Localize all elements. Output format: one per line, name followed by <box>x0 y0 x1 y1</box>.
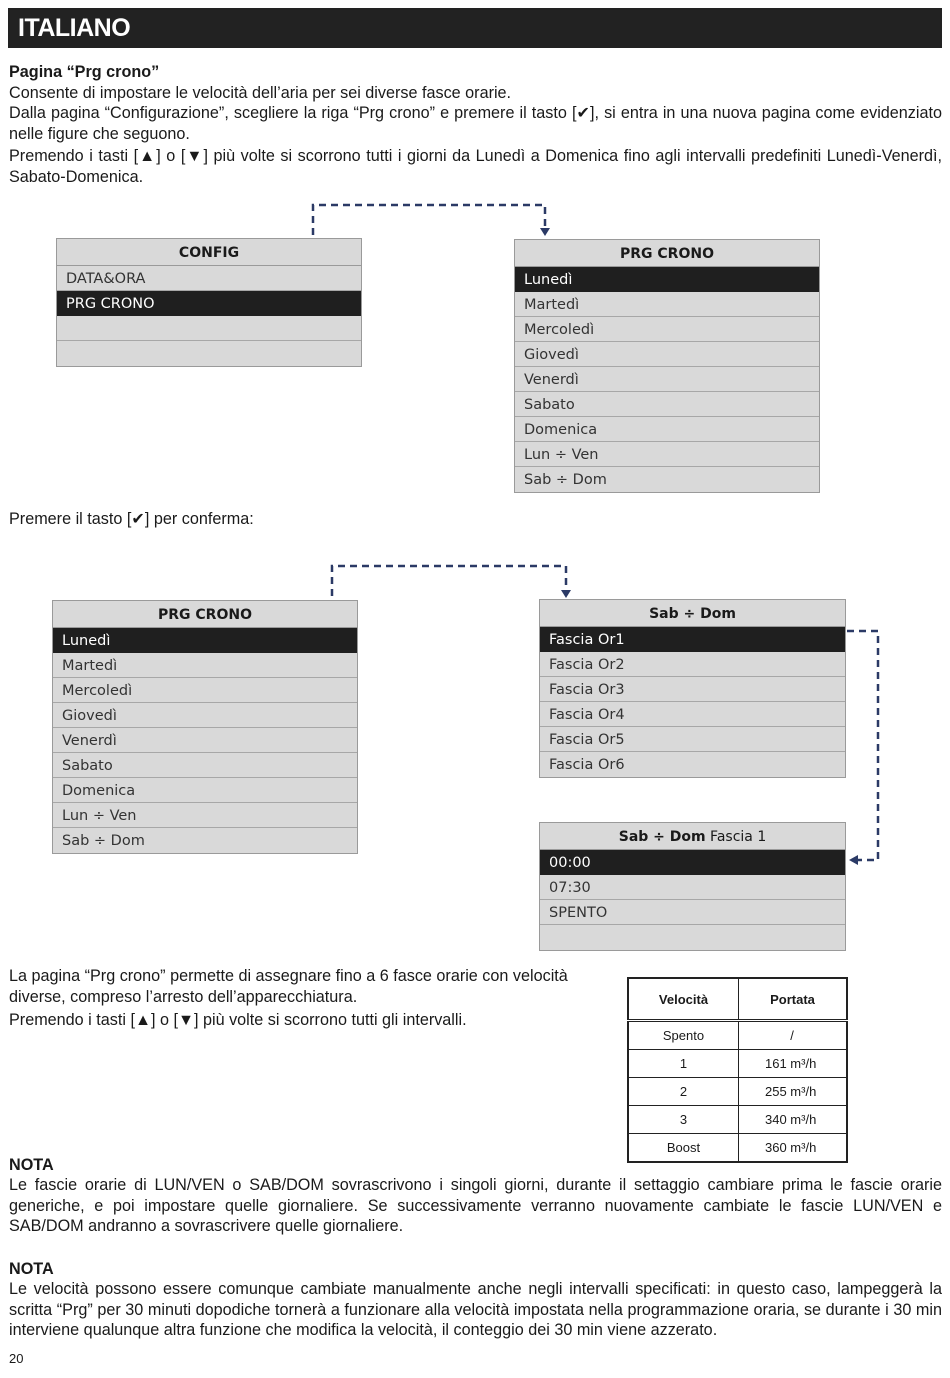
fascia-item-4[interactable]: Fascia Or4 <box>540 702 845 727</box>
connector-fascia-to-detail <box>847 631 878 860</box>
fascia-item-3[interactable]: Fascia Or3 <box>540 677 845 702</box>
prg-crono-menu-panel <box>514 239 820 493</box>
speed-cell: Boost <box>628 1134 739 1163</box>
fascia-item-6[interactable]: Fascia Or6 <box>549 757 625 773</box>
connector-prg-to-fasce <box>332 566 566 596</box>
day-item-giovedi[interactable]: Giovedì <box>53 703 357 728</box>
nota-1-text: Le fascie orarie di LUN/VEN o SAB/DOM sovrascrivono i singoli giorni, durante il settaggio cambiare prima le fascie orarie generiche, e poi impostare quelle giornaliere. Se successivamente verranno nuovamente cambiate le fascie LUN/VEN e SAB/DOM andranno a sovrascrivere quelle giornaliere. <box>9 1176 942 1235</box>
day-item-lun-ven[interactable]: Lun ÷ Ven <box>53 803 357 828</box>
lower-paragraph-2: Premendo i tasti [▲] o [▼] più volte si scorrono tutti gli intervalli. <box>9 1011 467 1029</box>
fascia-end-time[interactable]: 07:30 <box>540 875 845 900</box>
speed-cell: 3 <box>628 1106 739 1134</box>
day-item-venerdi[interactable]: Venerdì <box>53 728 357 753</box>
table-row <box>628 1078 847 1106</box>
table-row <box>628 1021 847 1050</box>
intro-line: Consente di impostare le velocità dell’aria per sei diverse fasce orarie. <box>9 84 512 102</box>
page-heading: Pagina “Prg crono” <box>9 63 160 81</box>
config-menu-panel <box>56 238 362 367</box>
fascia-item-2[interactable]: Fascia Or2 <box>540 652 845 677</box>
config-item-empty <box>57 341 361 366</box>
confirm-instruction: Premere il tasto [✔] per conferma: <box>9 510 254 528</box>
page-number: 20 <box>9 1351 24 1366</box>
table-row <box>628 1134 847 1163</box>
day-item-lunedi[interactable]: Lunedì <box>53 628 357 653</box>
nota-2-text: Le velocità possono essere comunque cambiate manualmente anche negli intervalli specificati: in questo caso, lampeggerà la scritta “Prg” per 30 minuti dopodiche tornerà a funzionare alla velocità impostata nella programmazione oraria, se durante i 30 min interviene qualunque altra funzione che modifica la velocità, il conteggio dei 30 min viene azzerato. <box>9 1280 942 1339</box>
arrowhead-2 <box>561 590 571 598</box>
day-item-sabato[interactable]: Sabato <box>53 753 357 778</box>
intro-paragraph-2: Dalla pagina “Configurazione”, scegliere la riga “Prg crono” e premere il tasto [✔], si entra in una nuova pagina come evidenziato nelle figure che seguono. <box>9 104 942 143</box>
day-item-mercoledi[interactable]: Mercoledì <box>53 678 357 703</box>
speed-cell: Spento <box>628 1021 739 1050</box>
table-row <box>628 1106 847 1134</box>
fascia-item-5[interactable]: Fascia Or5 <box>540 727 845 752</box>
header-portata: Portata <box>739 978 848 1021</box>
day-item-sabato[interactable]: Sabato <box>515 392 819 417</box>
arrowhead-1 <box>540 228 550 236</box>
fascia-detail-title <box>540 823 845 850</box>
day-item-domenica[interactable]: Domenica <box>53 778 357 803</box>
flow-cell: 161 m³/h <box>739 1050 848 1078</box>
prg-crono-menu-title: PRG CRONO <box>515 240 819 267</box>
flow-cell: 255 m³/h <box>739 1078 848 1106</box>
day-item-domenica[interactable]: Domenica <box>515 417 819 442</box>
flow-cell: 340 m³/h <box>739 1106 848 1134</box>
nota-1-heading: NOTA <box>9 1156 54 1174</box>
speed-cell: 1 <box>628 1050 739 1078</box>
fascia-detail-title-rest: Fascia 1 <box>705 829 767 845</box>
prg-crono-menu-panel-2 <box>52 600 358 854</box>
day-item-venerdi[interactable]: Venerdì <box>515 367 819 392</box>
table-header-row <box>628 978 847 1021</box>
section-title: ITALIANO <box>18 14 131 42</box>
flow-cell: / <box>739 1021 848 1050</box>
day-item-sab-dom[interactable]: Sab ÷ Dom <box>62 833 145 849</box>
config-item-empty <box>57 316 361 341</box>
config-item-data-ora[interactable]: DATA&ORA <box>57 266 361 291</box>
day-item-giovedi[interactable]: Giovedì <box>515 342 819 367</box>
arrowhead-3 <box>849 855 858 865</box>
flow-cell: 360 m³/h <box>739 1134 848 1163</box>
header-velocita: Velocità <box>628 978 739 1021</box>
connector-config-to-prg <box>313 205 545 235</box>
config-item-prg-crono[interactable]: PRG CRONO <box>57 291 361 316</box>
day-item-martedi[interactable]: Martedì <box>515 292 819 317</box>
fasce-menu-title: Sab ÷ Dom <box>540 600 845 627</box>
day-item-lun-ven[interactable]: Lun ÷ Ven <box>515 442 819 467</box>
fasce-menu-panel <box>539 599 846 778</box>
day-item-sab-dom[interactable]: Sab ÷ Dom <box>524 472 607 488</box>
day-item-lunedi[interactable]: Lunedì <box>515 267 819 292</box>
day-item-mercoledi[interactable]: Mercoledì <box>515 317 819 342</box>
nota-2-heading: NOTA <box>9 1260 54 1278</box>
config-menu-title: CONFIG <box>57 239 361 266</box>
fascia-speed-value[interactable]: SPENTO <box>540 900 845 925</box>
table-row <box>628 1050 847 1078</box>
intro-paragraph-3: Premendo i tasti [▲] o [▼] più volte si scorrono tutti i giorni da Lunedì a Domenica fino agli intervalli predefiniti Lunedì-Venerdì, Sabato-Domenica. <box>9 147 942 186</box>
speed-cell: 2 <box>628 1078 739 1106</box>
prg-crono-menu-title: PRG CRONO <box>53 601 357 628</box>
day-item-martedi[interactable]: Martedì <box>53 653 357 678</box>
fascia-empty-row <box>540 925 845 950</box>
speed-flow-table <box>627 977 848 1163</box>
fascia-detail-title-bold: Sab ÷ Dom <box>618 829 706 845</box>
lower-paragraph-1: La pagina “Prg crono” permette di assegnare fino a 6 fasce orarie con velocità diverse, compreso l’arresto dell’apparecchiatura. <box>9 967 568 1006</box>
fascia-start-time[interactable]: 00:00 <box>540 850 845 875</box>
fascia-item-1[interactable]: Fascia Or1 <box>540 627 845 652</box>
fascia-detail-panel <box>539 822 846 951</box>
